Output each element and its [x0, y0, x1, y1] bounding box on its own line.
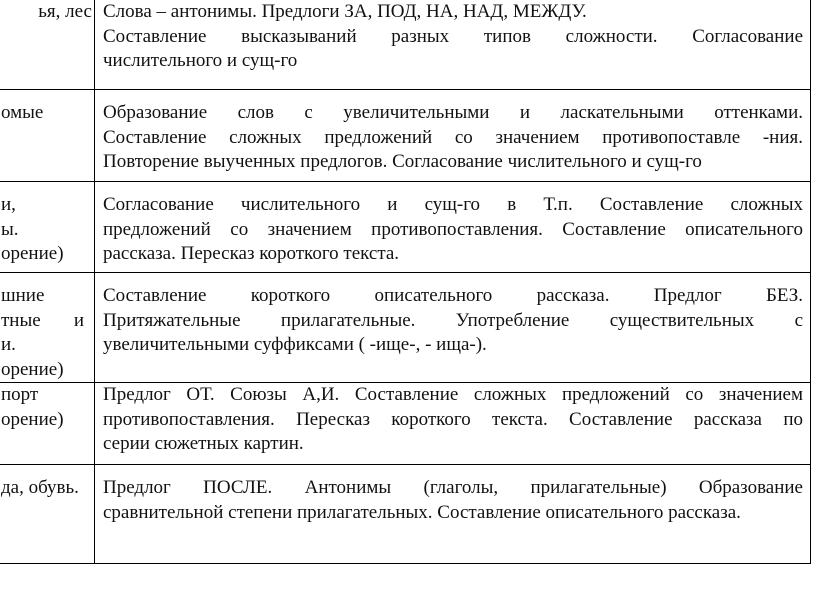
content-line: Образование слов с увеличительными и ласкательными оттенками.: [103, 102, 803, 123]
content-line: Повторение выученных предлогов. Согласование числительного и сущ-го: [103, 151, 702, 172]
content-line: Составление сложных предложений со значением противопоставле -ния.: [103, 126, 803, 148]
table-row: [0, 465, 811, 564]
content-cell: [95, 90, 811, 182]
topic-line: да, обувь.: [1, 477, 79, 498]
content-line: Составление высказываний разных типов сложности. Согласование: [103, 25, 803, 47]
topic-cell: [0, 383, 95, 465]
topic-line: тные и: [1, 309, 84, 331]
topic-line: омые: [1, 102, 44, 123]
table-row: [0, 0, 811, 90]
content-line: Притяжательные прилагательные. Употребление существительных с: [103, 309, 803, 331]
topic-line: ы.: [1, 218, 19, 240]
content-line: серии сюжетных картин.: [103, 433, 304, 454]
content-line: сравнительной степени прилагательных. Составление описательного рассказа.: [103, 501, 741, 523]
topic-line: орение): [1, 243, 64, 264]
table-row: [0, 90, 811, 182]
topic-line: порт: [1, 384, 39, 405]
content-cell: [95, 465, 811, 564]
topic-line: и.: [1, 334, 16, 355]
content-line: числительного и сущ-го: [103, 50, 298, 71]
content-line: Слова – антонимы. Предлоги ЗА, ПОД, НА, НАД, МЕЖДУ.: [103, 1, 587, 22]
topic-line: орение): [1, 408, 64, 430]
content-line: увеличительными суффиксами ( -ище-, - ища-).: [103, 334, 487, 355]
table-row: [0, 182, 811, 273]
table-row: [0, 383, 811, 465]
topic-line: орение): [1, 358, 64, 380]
topic-line: ья, лес: [38, 1, 92, 22]
content-line: рассказа. Пересказ короткого текста.: [103, 243, 400, 264]
content-line: Составление короткого описательного рассказа. Предлог БЕЗ.: [103, 285, 803, 306]
content-line: Предлог ОТ. Союзы А,И. Составление сложных предложений со значением: [103, 384, 803, 405]
topic-line: шние: [1, 285, 45, 306]
content-cell: [95, 273, 811, 383]
table-row: [0, 273, 811, 383]
topic-line: и,: [1, 194, 16, 215]
content-line: Предлог ПОСЛЕ. Антонимы (глаголы, прилагательные) Образование: [103, 477, 803, 498]
content-line: Согласование числительного и сущ-го в Т.п. Составление сложных: [103, 194, 803, 215]
topic-cell: [0, 0, 95, 90]
content-cell: [95, 383, 811, 465]
topic-cell: [0, 465, 95, 564]
topic-cell: [0, 273, 95, 383]
content-cell: [95, 182, 811, 273]
content-cell: [95, 0, 811, 90]
topic-cell: [0, 90, 95, 182]
topic-cell: [0, 182, 95, 273]
content-line: предложений со значением противопоставления. Составление описательного: [103, 218, 803, 240]
content-line: противопоставления. Пересказ короткого текста. Составление рассказа по: [103, 408, 803, 430]
